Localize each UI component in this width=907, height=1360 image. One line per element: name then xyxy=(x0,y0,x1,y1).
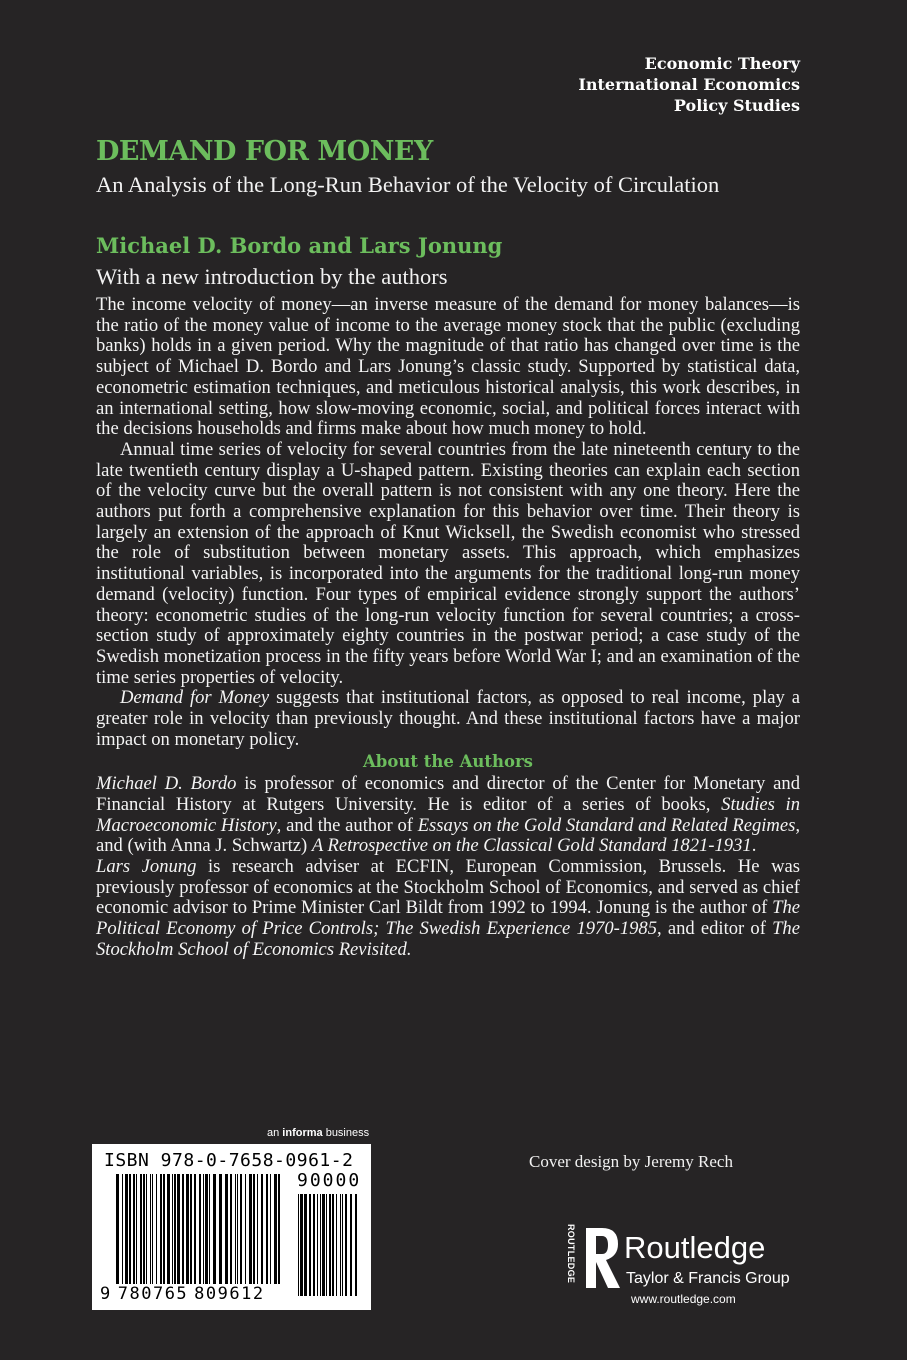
routledge-logo xyxy=(566,1222,816,1312)
barcode-digits xyxy=(100,1284,265,1304)
routledge-vertical-wordmark: ROUTLEDGE xyxy=(566,1224,576,1284)
bordo-book-2: Essays on the Gold Standard and Related Regimes, xyxy=(417,814,800,836)
isbn-barcode xyxy=(92,1144,371,1310)
category-economic-theory: Economic Theory xyxy=(644,54,800,73)
book-title: DEMAND FOR MONEY xyxy=(96,136,433,167)
routledge-r-icon xyxy=(578,1224,628,1294)
book-subtitle: An Analysis of the Long-Run Behavior of the Velocity of Circulation xyxy=(96,172,720,197)
barcode-left-group: 780765 xyxy=(117,1284,189,1304)
jonung-book-2: The Stockholm School of Economics Revisited. xyxy=(96,918,800,960)
isbn-number: ISBN 978-0-7658-0961-2 xyxy=(104,1150,354,1171)
bordo-bio-text-2: , and the author of xyxy=(276,814,418,836)
blurb-paragraph-3 xyxy=(96,688,800,750)
bordo-bio-text-3: and (with Anna J. Schwartz) xyxy=(96,835,312,857)
barcode-first-digit: 9 xyxy=(100,1284,112,1304)
bordo-book-1: Studies in Macroeconomic History xyxy=(96,793,800,836)
book-title-italic: Demand for Money xyxy=(120,687,270,709)
jonung-name: Lars Jonung xyxy=(96,855,197,877)
informa-word: informa xyxy=(282,1127,323,1139)
category-international-economics: International Economics xyxy=(578,75,800,94)
new-introduction-note: With a new introduction by the authors xyxy=(96,264,448,289)
jonung-bio-text-2: , and editor of xyxy=(657,918,773,940)
blurb-paragraph-2: Annual time series of velocity for several countries from the late nineteenth century to the late twentieth century display a U-shaped pattern. Existing theories can explain each section of the velocity curve but the overall pattern is not consistent with any one theory. Here the authors put forth a comprehensive explanation for this behavior over time. Their theory is largely an extension of the approach of Knut Wicksell, the Swedish economist who stressed the role of substitution between monetary assets. This approach, which emphasizes institutional variables, is incorporated into the arguments for the traditional long-run money demand (velocity) function. Four types of empirical evidence strongly support the authors’ theory: econometric studies of the long-run velocity function for several countries; a cross-section study of approximately eighty countries in the postwar period; a case study of the Swedish monetization process in the fifty years before World War I; and an examination of the time series properties of velocity. xyxy=(96,438,800,688)
jonung-bio xyxy=(96,857,800,961)
barcode-price-code: 90000 xyxy=(297,1170,362,1191)
bordo-book-3: A Retrospective on the Classical Gold Standard 1821-1931 xyxy=(311,835,752,857)
blurb-paragraph-1: The income velocity of money—an inverse measure of the demand for money balances—is the ratio of the money value of income to the average money stock that the public (excluding banks) holds in a given period. Why the magnitude of that ratio has changed over time is the subject of Michael D. Bordo and Lars Jonung’s classic study. Supported by statistical data, econometric estimation techniques, and meticulous historical analysis, this work describes, in an international setting, how slow-moving economic, social, and political forces interact with the decisions households and firms make about how much money to hold. xyxy=(96,294,800,440)
jonung-bio-text-1: is research adviser at ECFIN, European Commission, Brussels. He was previously professor of economics at the Stockholm School of Economics, and served as chief economic advisor to Prime Minister Carl Bildt from 1992 to 1994. Jonung is the author of xyxy=(96,855,800,919)
publisher-name: Routledge xyxy=(624,1230,766,1265)
publisher-group: Taylor & Francis Group xyxy=(626,1270,790,1287)
publisher-url: www.routledge.com xyxy=(631,1292,736,1306)
informa-suffix: business xyxy=(322,1127,370,1139)
bordo-bio-text-1: is professor of economics and director of the Center for Monetary and Financial History at Rutgers University. He is editor of a series of books, xyxy=(96,773,800,815)
jonung-book-1: The Political Economy of Price Controls; The Swedish Experience 1970-1985 xyxy=(96,897,800,940)
cover-design-credit: Cover design by Jeremy Rech xyxy=(529,1152,733,1171)
book-authors: Michael D. Bordo and Lars Jonung xyxy=(96,233,503,258)
bordo-bio xyxy=(96,774,800,857)
subject-categories xyxy=(578,53,800,116)
category-policy-studies: Policy Studies xyxy=(673,96,800,115)
blurb-body xyxy=(96,295,800,961)
barcode-right-group: 809612 xyxy=(194,1284,265,1304)
about-authors-heading: About the Authors xyxy=(363,752,533,772)
blurb-paragraph-3-text: suggests that institutional factors, as opposed to real income, play a greater role in velocity than previously thought. And these institutional factors have a major impact on monetary policy. xyxy=(96,687,800,750)
informa-business-tag xyxy=(267,1127,369,1139)
informa-prefix: an xyxy=(267,1127,283,1139)
bordo-bio-text-4: . xyxy=(751,835,757,857)
bordo-name: Michael D. Bordo xyxy=(96,773,237,795)
